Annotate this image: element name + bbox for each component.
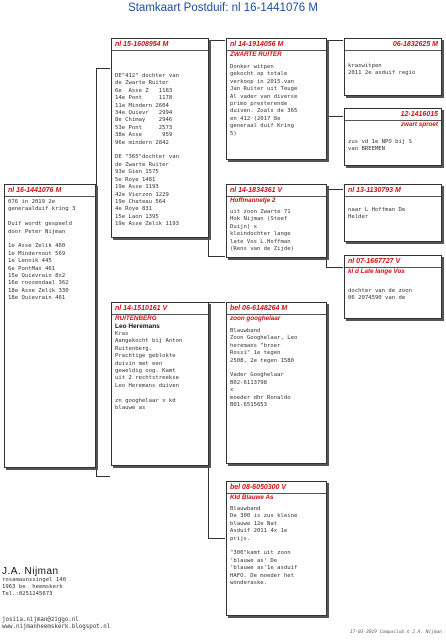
pigeon-name: ZWARTE RUITER — [230, 51, 282, 58]
card-notes: dochter van de zoon 06 2074590 van de — [348, 288, 412, 302]
pigeon-name: zoon googhelaar — [230, 315, 281, 322]
connector — [208, 256, 225, 257]
owner-name: J.A. Nijman — [2, 566, 59, 577]
card-notes: Blauwband Zoon Googhelaar, Leo heremans "broer Rossi" 1e tegen 2508, 2e tegen 1580 Vader Googhelaar B02-6113798 x moeder dhr Ronaldo B01-6515653 — [230, 328, 298, 409]
page-title: Stamkaart Postduif: nl 16-1441076 M — [128, 2, 318, 14]
pigeon-name: Kld Blauwe As — [230, 494, 274, 501]
ring-number: nl 14-1834361 V — [227, 185, 326, 197]
connector — [208, 538, 225, 539]
card-notes: 076 in 2019 2e generaalduif kring 3 Duif wordt gespeeld door Peter Nijman 1e Asse Zelik 460 1e Mindernout 569 1e Lennik 445 6e PontMax 461 15e Quievrain 8x2 16e roosendaal 362 18e Asse Zelik 330 18e Quievrain 461 — [8, 199, 76, 302]
owner-address: rosamaunssingel 140 1963 be heemskerk Tel.:0251245673 — [2, 577, 66, 597]
pigeon-card-father-father[interactable] — [226, 38, 327, 160]
connector — [326, 116, 343, 117]
ring-number: nl 15-1608954 M — [112, 39, 208, 51]
breeder-name: Leo Heremans — [115, 323, 160, 330]
card-notes: DE"412" dochter van de Zwarte Ruiter 6e Asse Z 1183 14e Pont 1178 11e Mindern 2604 34e Quievr 2994 8e Chimay 2946 53e Pont 2573 38e Asse 959 96e mindern 2842 DE "365"dochter van de Zwarte Ruiter 93e Gien 1575 5e Roye 1481 19e Asse 1193 42e Vierzon 1229 19e Chateau 564 4e Roye 831 15e Laon 1395 19e Asse Zelik 1193 — [115, 73, 179, 228]
pigeon-name: zwart sproet — [400, 121, 438, 128]
ring-number: bel 08-6050300 V — [227, 482, 326, 494]
pigeon-card-fmm[interactable] — [344, 255, 442, 319]
ring-number: nl 14-1914056 M — [227, 39, 326, 51]
pigeon-card-mother-mother[interactable] — [226, 481, 327, 616]
connector — [96, 68, 97, 476]
connector — [96, 476, 110, 477]
ring-number: nl 13-1130793 M — [345, 185, 441, 197]
card-notes: Donker witpen gekocht op totale verkoop in 2015.van Jan Ruiter uit Teuge Al vader van diverse primo presterende duiven. Zoals de 365 en 412 (2017 8e generaal duif Kring 5) — [230, 64, 298, 137]
pigeon-card-fff[interactable] — [344, 38, 442, 96]
connector — [208, 302, 225, 303]
connector — [208, 40, 225, 41]
ring-number: 12-1416015 — [345, 109, 441, 121]
connector — [326, 267, 343, 268]
footer-text: 17-03-2019 Compuclub © J.A. Nijman — [349, 630, 442, 635]
card-notes: uit zoon Zwarte 71 Hok Nijman (Steef Duijn) x kleindochter lange late Vos L.Hoffman (Rens van de Zijde) — [230, 209, 294, 253]
connector — [326, 40, 343, 41]
card-notes: Kras Aangekocht bij Anton Ruitenberg. Prachtige geblokte duivin met een geweldig oog. Kamt uit 2 rechtstreekse Leo Heremans duiven zn googhelaar x kd blauwe as — [115, 331, 183, 412]
card-notes: zus vd 1e NPO bij S van BREEMEN — [348, 139, 412, 153]
pigeon-name: Hoffmannetje 2 — [230, 197, 276, 204]
ring-number: 06-1832625 M — [345, 39, 441, 51]
ring-number: bel 06-6148264 M — [227, 303, 326, 315]
card-notes: Blauwband De 300 is zus kleine blauwe 12e Nat Asduif 2011 4x 1e prijs. "300"kamt uit zoon 'blauwe as' De 'blauwe as'1e asduif HAFO. De moeder het wonderaske. — [230, 506, 298, 587]
card-notes: kraswitpen 2011 2e asduif regio — [348, 63, 416, 77]
pigeon-name: kl d Late lange Vos — [348, 268, 405, 275]
pigeon-card-subject[interactable] — [4, 184, 96, 468]
pigeon-card-father-mother[interactable] — [226, 184, 327, 258]
ring-number: nl 16-1441076 M — [5, 185, 95, 197]
pigeon-card-mother[interactable] — [111, 302, 209, 466]
pigeon-card-fmf[interactable] — [344, 184, 442, 242]
pigeon-card-ffm[interactable] — [344, 108, 442, 166]
connector — [326, 189, 343, 190]
card-notes: naar L Hoffman De Helder — [348, 207, 406, 221]
ring-number: nl 14-1510161 V — [112, 303, 208, 315]
owner-block — [2, 566, 66, 598]
connector — [96, 68, 110, 69]
contact-info: josiia.nijman@ziggo.nl www.nijmanheemskerk.blogspot.nl — [2, 617, 111, 630]
ring-number: nl 07-1667727 V — [345, 256, 441, 268]
pigeon-card-mother-father[interactable] — [226, 302, 327, 464]
pigeon-name: RUITENBERG — [115, 315, 157, 322]
pigeon-card-father[interactable] — [111, 38, 209, 238]
